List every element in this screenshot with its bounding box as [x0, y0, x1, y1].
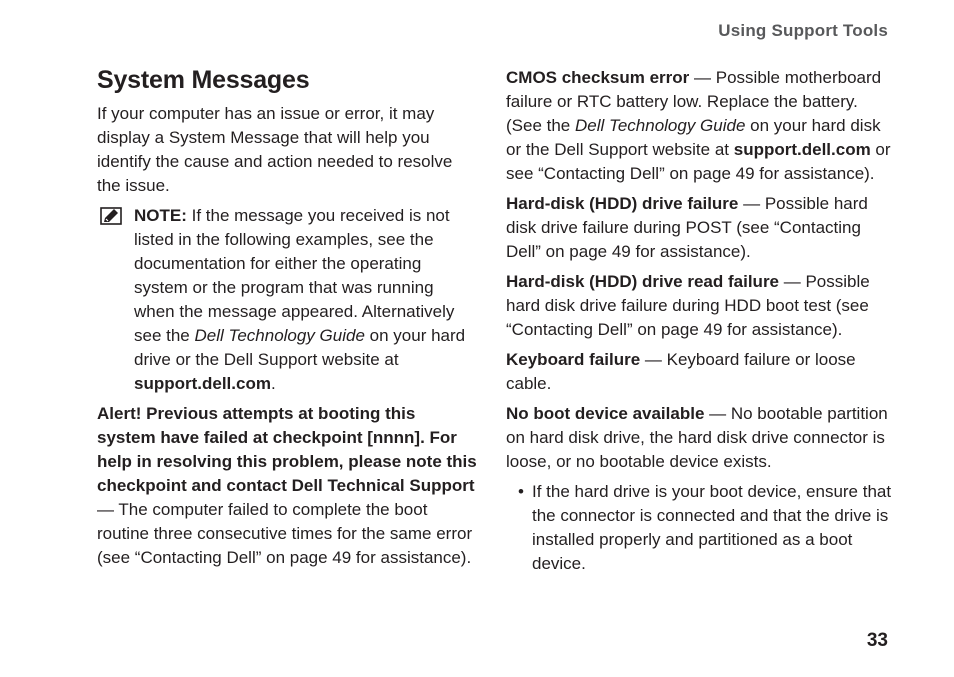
note-block — [97, 204, 477, 396]
hdd-read-failure-entry — [506, 270, 892, 342]
list-item — [506, 480, 892, 576]
intro-paragraph: If your computer has an issue or error, it may display a System Message that will help you identify the cause and action needed to resolve the issue. — [97, 104, 453, 195]
no-boot-device-entry — [506, 402, 892, 474]
cmos-desc-part-3: or see “Contacting Dell” on page 49 for assistance). — [506, 140, 891, 183]
alert-message-term: Alert! Previous attempts at booting this system have failed at checkpoint [nnnn]. For help in resolving this problem, please note this checkpoint and contact Dell Technical Support — [97, 404, 477, 495]
bullet-marker: • — [518, 482, 524, 501]
note-text-part-1: If the message you received is not listed in the following examples, see the documentation for either the operating system or the program that was running when the message appeared. Alternatively see the — [134, 206, 455, 345]
cmos-guide-title: Dell Technology Guide — [575, 116, 746, 135]
hdd-failure-description: — Possible hard disk drive failure during POST (see “Contacting Dell” on page 49 for assistance). — [506, 194, 868, 261]
running-head: Using Support Tools — [718, 21, 888, 40]
right-column — [506, 66, 892, 576]
keyboard-failure-term: Keyboard failure — [506, 350, 641, 369]
keyboard-failure-description: — Keyboard failure or loose cable. — [506, 350, 856, 393]
no-boot-device-term: No boot device available — [506, 404, 705, 423]
hdd-failure-term: Hard-disk (HDD) drive failure — [506, 194, 739, 213]
section-title: System Messages — [97, 66, 310, 94]
page-number: 33 — [866, 630, 888, 651]
no-boot-device-description: — No bootable partition on hard disk drive, the hard disk drive connector is loose, or no bootable device exists. — [506, 404, 888, 471]
pencil-note-icon — [100, 207, 122, 225]
cmos-term: CMOS checksum error — [506, 68, 690, 87]
alert-message-description: — The computer failed to complete the boot routine three consecutive times for the same error (see “Contacting Dell” on page 49 for assistance). — [97, 500, 473, 567]
hdd-failure-entry — [506, 192, 892, 264]
hdd-read-failure-term: Hard-disk (HDD) drive read failure — [506, 272, 780, 291]
hdd-read-failure-description: — Possible hard disk drive failure during HDD boot test (see “Contacting Dell” on page 49 for assistance). — [506, 272, 870, 339]
note-guide-title: Dell Technology Guide — [194, 326, 365, 345]
cmos-desc-part-2: on your hard disk or the Dell Support website at — [506, 116, 881, 159]
keyboard-failure-entry — [506, 348, 892, 396]
cmos-website: support.dell.com — [733, 140, 871, 159]
note-text-part-2: on your hard drive or the Dell Support website at — [134, 326, 466, 369]
note-text-part-3: . — [270, 374, 276, 393]
note-text — [134, 204, 477, 396]
note-label: NOTE: — [134, 206, 187, 225]
left-column — [97, 64, 477, 576]
alert-message-entry — [97, 402, 477, 570]
cmos-entry — [506, 66, 892, 186]
cmos-desc-part-1: — Possible motherboard failure or RTC battery low. Replace the battery. (See the — [506, 68, 882, 135]
bullet-text: If the hard drive is your boot device, ensure that the connector is connected and that the drive is installed properly and partitioned as a boot device. — [532, 482, 892, 573]
note-website: support.dell.com — [134, 374, 271, 393]
